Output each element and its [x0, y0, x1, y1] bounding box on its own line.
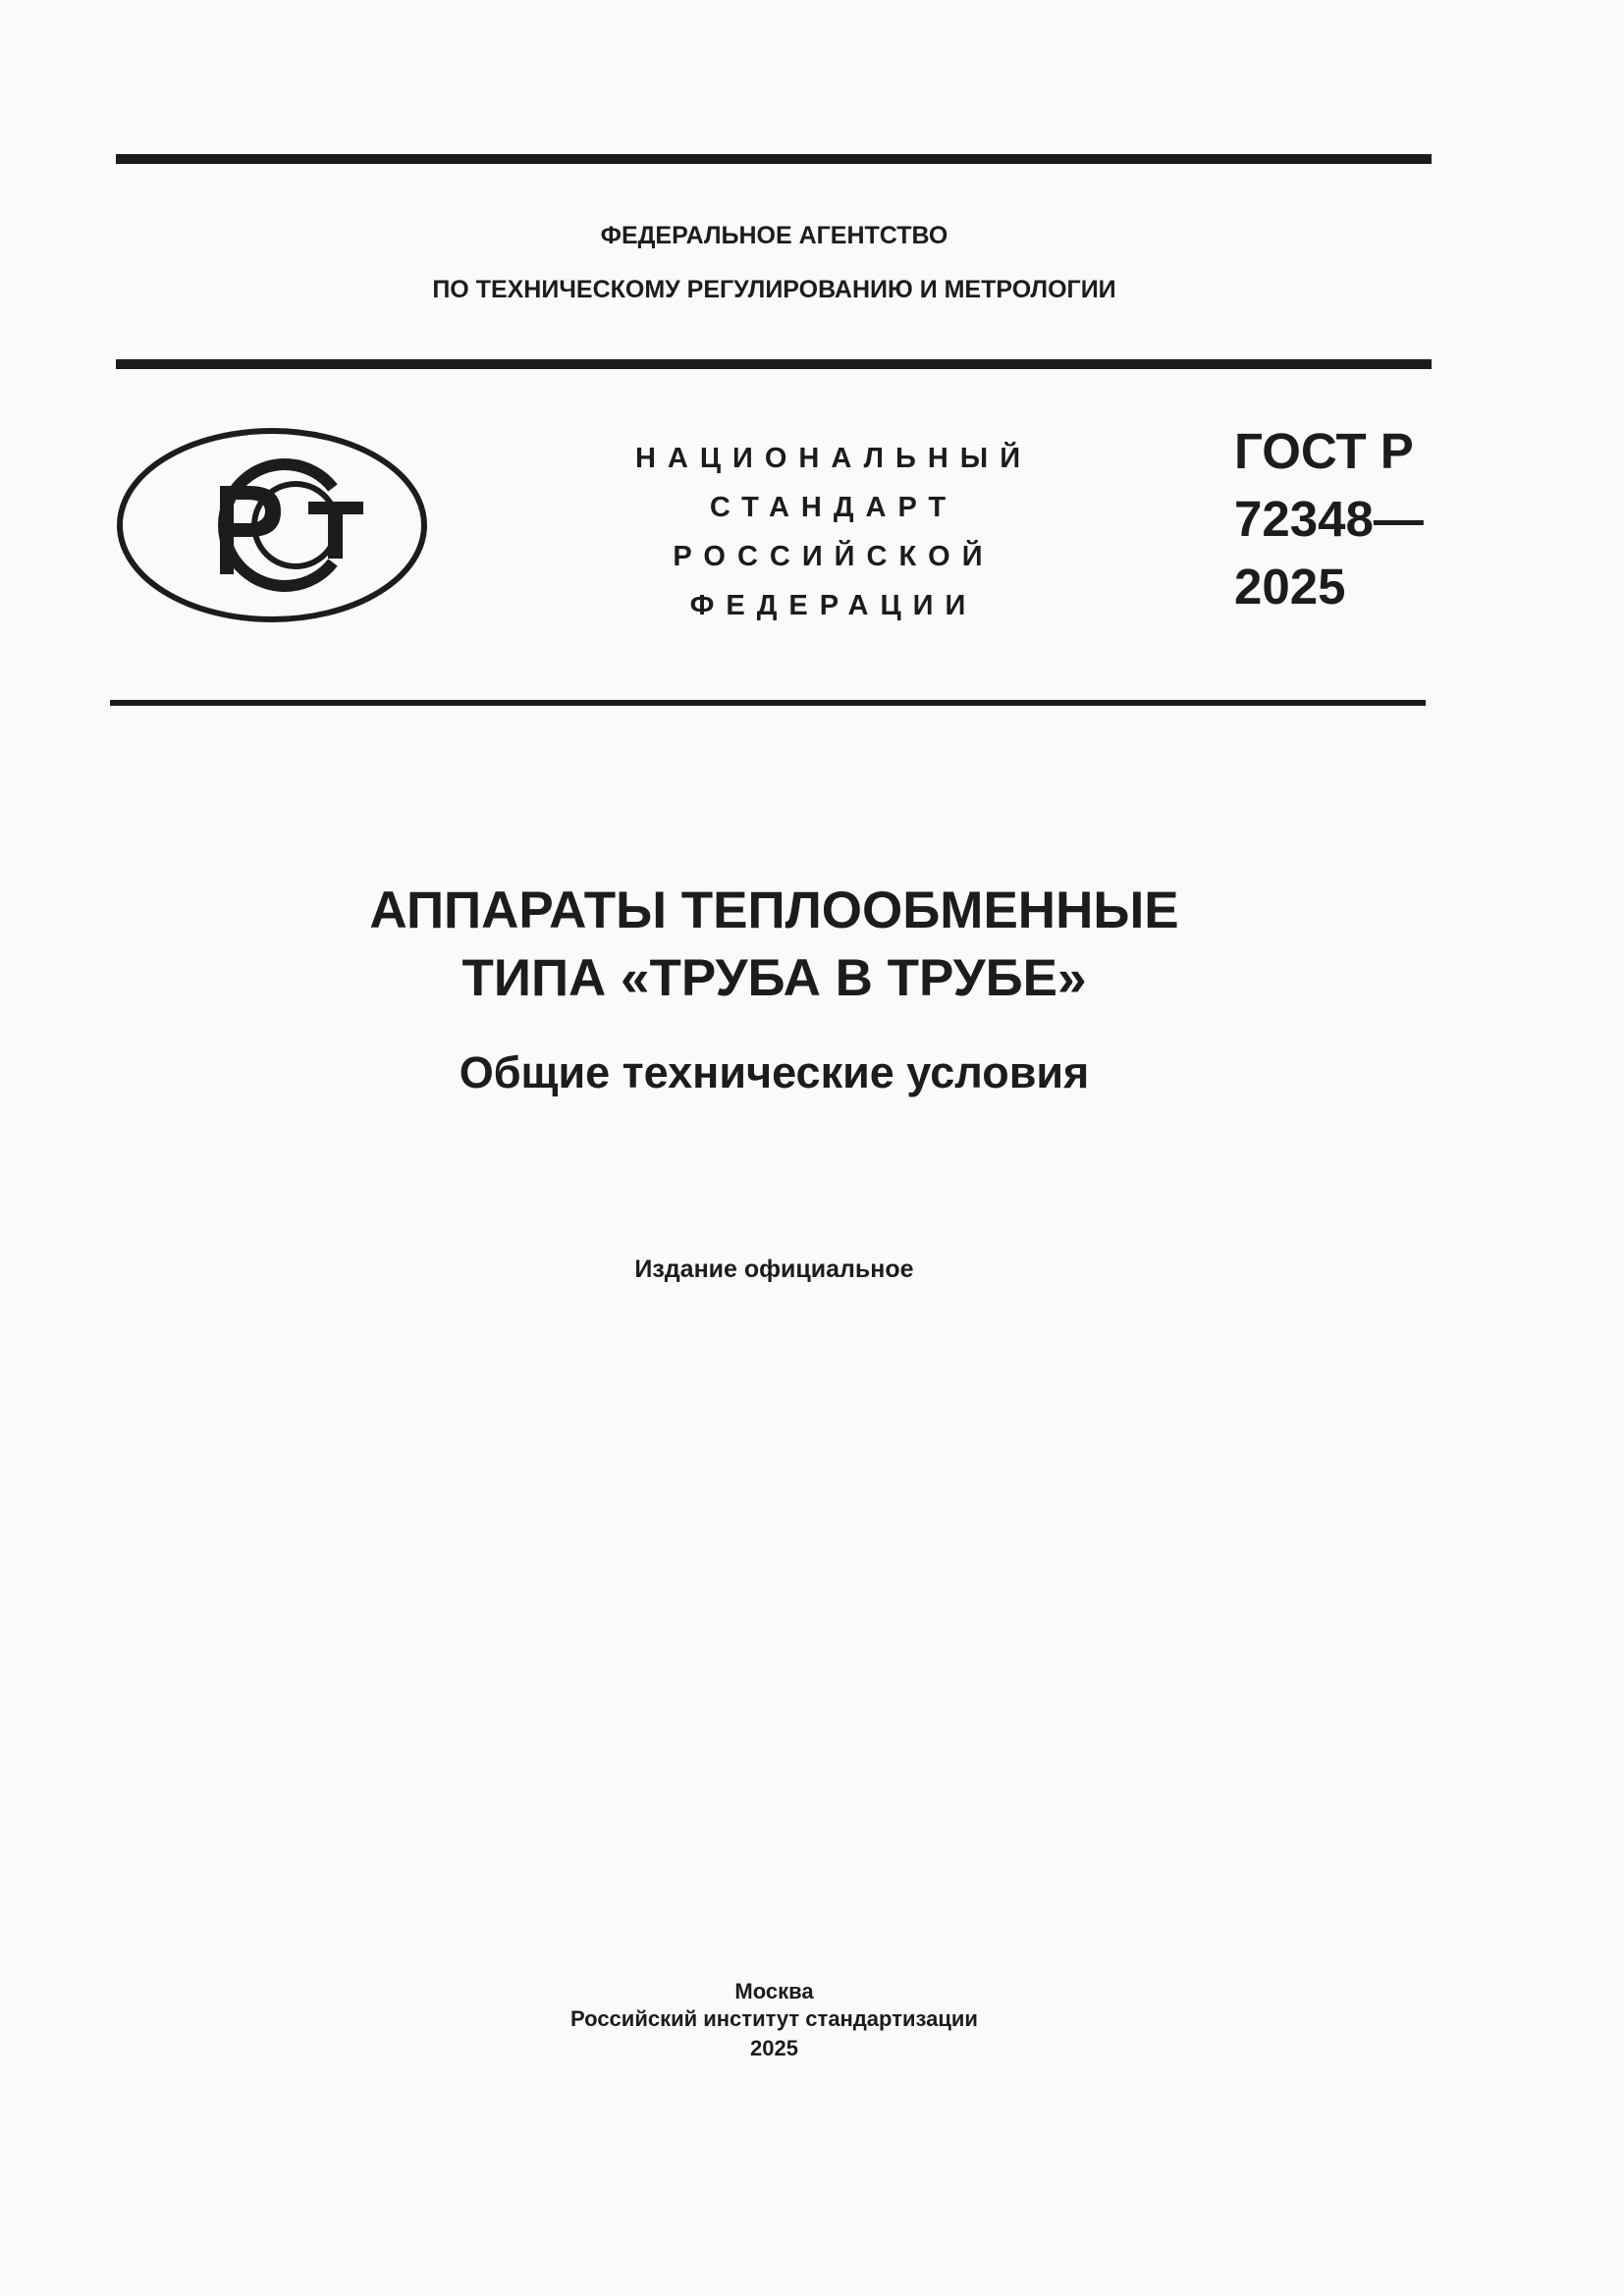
designation-line-3: 2025	[1234, 559, 1346, 614]
document-subtitle: Общие технические условия	[459, 1047, 1090, 1097]
edition-note: Издание официальное	[634, 1255, 914, 1283]
imprint-city: Москва	[734, 1979, 814, 2003]
standard-type-line-4: ФЕДЕРАЦИИ	[689, 590, 978, 621]
header-rule	[116, 359, 1432, 369]
top-rule	[116, 154, 1432, 164]
designation-line-2: 72348—	[1234, 491, 1424, 547]
document-title-line-1: АППАРАТЫ ТЕПЛООБМЕННЫЕ	[369, 881, 1179, 939]
standard-type-line-3: РОССИЙСКОЙ	[673, 541, 995, 572]
standard-type	[550, 434, 1117, 630]
standard-type-line-2: СТАНДАРТ	[709, 492, 958, 523]
agency-name-line-1: ФЕДЕРАЛЬНОЕ АГЕНТСТВО	[600, 222, 948, 249]
standard-designation	[1234, 417, 1424, 620]
imprint-publisher: Российский институт стандартизации	[570, 2006, 978, 2031]
gost-r-logo-icon	[116, 427, 428, 623]
bottom-rule	[110, 700, 1426, 706]
agency-name-line-2: ПО ТЕХНИЧЕСКОМУ РЕГУЛИРОВАНИЮ И МЕТРОЛОГИИ	[432, 276, 1116, 303]
designation-line-1: ГОСТ Р	[1234, 423, 1414, 479]
imprint-year: 2025	[750, 2036, 798, 2060]
standard-type-line-1: НАЦИОНАЛЬНЫЙ	[634, 443, 1033, 474]
document-title-line-2: ТИПА «ТРУБА В ТРУБЕ»	[461, 949, 1087, 1007]
